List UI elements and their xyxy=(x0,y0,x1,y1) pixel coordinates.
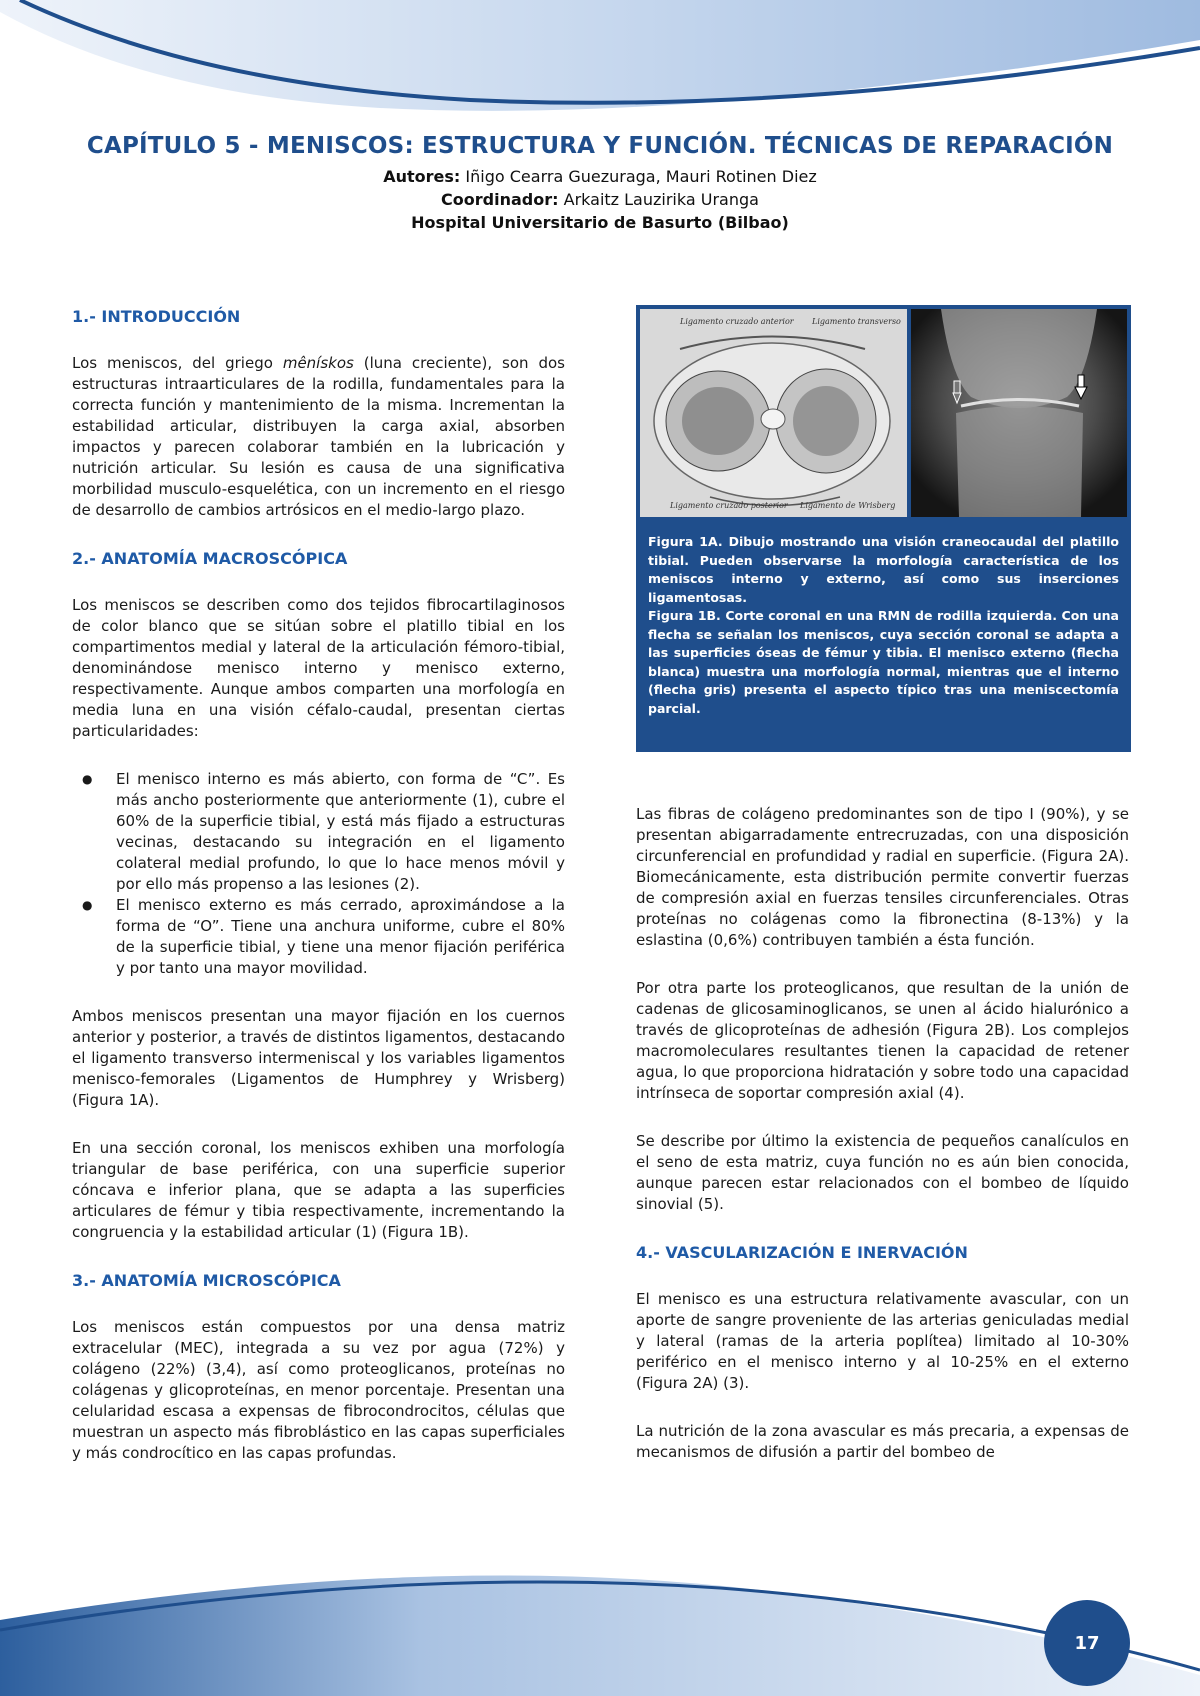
authors: Iñigo Cearra Guezuraga, Mauri Rotinen Diez xyxy=(465,167,817,186)
figure-1 xyxy=(636,305,1131,752)
list-item: ● El menisco externo es más cerrado, aproximándose a la forma de “O”. Tiene una anchura uniforme, cubre el 80% de la superficie tibial, y tiene una menor fijación periférica y por tanto una mayor movilidad. xyxy=(72,895,565,979)
figure-1a-drawing xyxy=(640,309,907,517)
micro-paragraph-3: Por otra parte los proteoglicanos, que resultan de la unión de cadenas de glicosaminoglicanos, se unen al ácido hialurónico a través de glicoproteínas de adhesión (Figura 2B). Los complejos macromoleculares resultantes tienen la capacidad de retener agua, lo que proporciona hidratación y sobre todo una capacidad intrínseca de soportar compresión axial (4). xyxy=(636,979,1129,1102)
section-heading-macro: 2.- ANATOMÍA MACROSCÓPICA xyxy=(72,549,348,568)
vasc-paragraph-1: El menisco es una estructura relativamente avascular, con un aporte de sangre proveniente de las arterias geniculadas medial y lateral (ramas de la arteria poplítea) limitado al 10-30% periférico en el menisco interno y al 10-25% en el externo (Figura 2A) (3). xyxy=(636,1290,1129,1392)
intro-text-b: (luna creciente), son dos estructuras intraarticulares de la rodilla, fundamentales para la correcta función y mantenimiento de la misma. Incrementan la estabilidad articular, distribuyen la carga axial, absorben impactos y parecen colaborar también en la lubricación y nutrición articular. Su lesión es causa de una significativa morbilidad musculo-esquelética, con un incremento en el riesgo de desarrollo de cambios artrósicos en el medio-largo plazo. xyxy=(72,354,565,519)
coordinator-label: Coordinador: xyxy=(441,190,559,209)
institution-line xyxy=(0,211,1200,234)
macro-bullet-list xyxy=(72,769,565,979)
page-number: 17 xyxy=(1074,1632,1100,1654)
figure-caption-1a: Figura 1A. Dibujo mostrando una visión craneocaudal del platillo tibial. Pueden observarse la morfología característica de los meniscos interno y externo, así como sus inserciones ligamentosas. xyxy=(648,534,1119,605)
intro-paragraph xyxy=(72,353,565,521)
coordinator-line xyxy=(0,188,1200,211)
knee-mri-image xyxy=(911,309,1127,517)
figure-label: Ligamento transverso xyxy=(812,317,901,326)
intro-greek-term: mênískos xyxy=(282,354,354,372)
right-column xyxy=(636,804,1129,1490)
macro-paragraph-3: En una sección coronal, los meniscos exhiben una morfología triangular de base periférica, con una superficie superior cóncava e inferior plana, que se adapta a las superficies articulares de fémur y tibia respectivamente, incrementando la congruencia y la estabilidad articular (1) (Figura 1B). xyxy=(72,1139,565,1241)
figure-label: Ligamento cruzado posterior xyxy=(670,501,788,510)
section-heading-micro: 3.- ANATOMÍA MICROSCÓPICA xyxy=(72,1271,341,1290)
institution: Hospital Universitario de Basurto (Bilbao) xyxy=(411,213,789,232)
macro-paragraph-2: Ambos meniscos presentan una mayor fijación en los cuernos anterior y posterior, a través de distintos ligamentos, destacando el ligamento transverso intermeniscal y los variables ligamentos menisco-femorales (Ligamentos de Humphrey y Wrisberg) (Figura 1A). xyxy=(72,1007,565,1109)
figure-images xyxy=(640,309,1127,517)
figure-caption xyxy=(640,517,1127,718)
tibial-plateau-illustration xyxy=(640,309,907,517)
page-number-badge xyxy=(1044,1600,1130,1686)
vasc-paragraph-2: La nutrición de la zona avascular es más precaria, a expensas de mecanismos de difusión a partir del bombeo de xyxy=(636,1422,1129,1461)
micro-paragraph-4: Se describe por último la existencia de pequeños canalículos en el seno de esta matriz, cuya función no es aún bien conocida, aunque parecen estar relacionados con el bombeo de líquido sinovial (5). xyxy=(636,1132,1129,1213)
section-heading-intro: 1.- INTRODUCCIÓN xyxy=(72,307,241,326)
micro-paragraph-1: Los meniscos están compuestos por una densa matriz extracelular (MEC), integrada a su vez por agua (72%) y colágeno (22%) (3,4), así como proteoglicanos, proteínas no colágenas y glicoproteínas, en menor porcentaje. Presentan una celularidad escasa a expensas de fibrocondrocitos, células que muestran un aspecto más fibroblástico en las capas superficiales y más condrocítico en las capas profundas. xyxy=(72,1318,565,1462)
authors-line xyxy=(0,165,1200,188)
section-heading-vasc: 4.- VASCULARIZACIÓN E INERVACIÓN xyxy=(636,1243,968,1262)
figure-label: Ligamento de Wrisberg xyxy=(800,501,896,510)
header-swoosh xyxy=(0,0,1200,125)
chapter-header xyxy=(0,133,1200,234)
coordinator: Arkaitz Lauzirika Uranga xyxy=(563,190,759,209)
footer-swoosh xyxy=(0,1560,1200,1696)
intro-text-a: Los meniscos, del griego xyxy=(72,354,283,372)
figure-label: Ligamento cruzado anterior xyxy=(680,317,794,326)
micro-paragraph-2: Las fibras de colágeno predominantes son de tipo I (90%), y se presentan abigarradamente entrecruzadas, con una disposición circunferencial en profundidad y radial en superficie. (Figura 2A). Biomecánicamente, esta distribución permite convertir fuerzas de compresión axial en fuerzas tensiles circunferenciales. Otras proteínas no colágenas como la fibronectina (8-13%) y la eslastina (0,6%) contribuyen también a ésta función. xyxy=(636,805,1129,949)
chapter-title: CAPÍTULO 5 - MENISCOS: ESTRUCTURA Y FUNCIÓN. TÉCNICAS DE REPARACIÓN xyxy=(86,133,1114,159)
figure-caption-1b: Figura 1B. Corte coronal en una RMN de rodilla izquierda. Con una flecha se señalan los meniscos, cuya sección coronal se adapta a las superficies óseas de fémur y tibia. El menisco externo (flecha blanca) muestra una morfología normal, mientras que el interno (flecha gris) presenta el aspecto típico tras una meniscectomía parcial. xyxy=(648,608,1119,716)
left-column xyxy=(72,306,565,1491)
authors-label: Autores: xyxy=(383,167,461,186)
figure-1b-mri xyxy=(911,309,1127,517)
macro-paragraph-1: Los meniscos se describen como dos tejidos fibrocartilaginosos de color blanco que se sitúan sobre el platillo tibial en los compartimentos medial y lateral de la articulación fémoro-tibial, denominándose menisco interno y menisco externo, respectivamente. Aunque ambos comparten una morfología en media luna en una visión céfalo-caudal, presentan ciertas particularidades: xyxy=(72,596,565,740)
list-item: ● El menisco interno es más abierto, con forma de “C”. Es más ancho posteriormente que anteriormente (1), cubre el 60% de la superficie tibial, y está más fijado a estructuras vecinas, destacando su integración en el ligamento colateral medial profundo, lo que lo hace menos móvil y por ello más propenso a las lesiones (2). xyxy=(72,769,565,895)
